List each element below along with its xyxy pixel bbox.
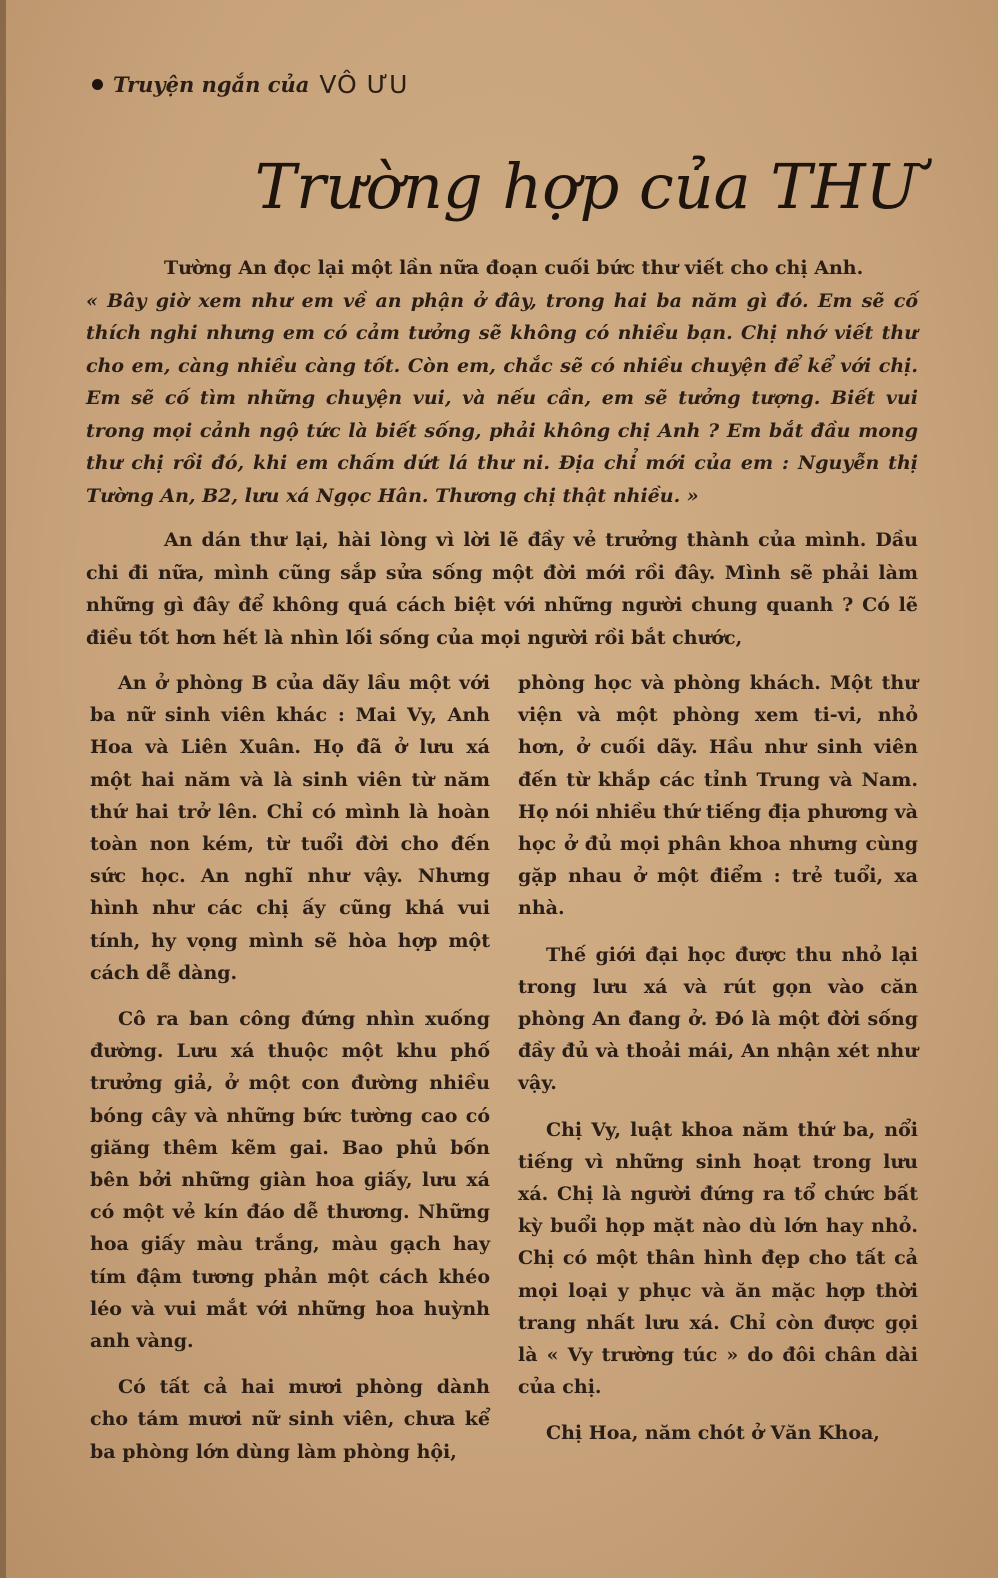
- intro-paragraph: An dán thư lại, hài lòng vì lời lẽ đầy vẻ trưởng thành của mình. Dầu chi đi nữa, mình cũng sắp sửa sống một đời mới rồi đây. Mình sẽ phải làm những gì đây để không quá cách biệt với những người chung quanh ? Có lẽ điều tốt hơn hết là nhìn lối sống của mọi người rồi bắt chước,: [86, 529, 918, 649]
- body-paragraph: Cô ra ban công đứng nhìn xuống đường. Lưu xá thuộc một khu phố trưởng giả, ở một con đường nhiều bóng cây và những bức tường cao có giăng thêm kẽm gai. Bao phủ bốn bên bởi những giàn hoa giấy, lưu xá có một vẻ kín đáo dễ thương. Những hoa giấy màu trắng, màu gạch hay tím đậm tương phản một cách khéo léo và vui mắt với những hoa huỳnh anh vàng.: [90, 1008, 490, 1353]
- letter-paragraph: « Bây giờ xem như em về an phận ở đây, trong hai ba năm gì đó. Em sẽ cố thích nghi nhưng em có cảm tưởng sẽ không có nhiều bạn. Chị nhớ viết thư cho em, càng nhiều càng tốt. Còn em, chắc sẽ có nhiều chuyện để kể với chị. Em sẽ cố tìm những chuyện vui, và nếu cần, em sẽ tưởng tượng. Biết vui trong mọi cảnh ngộ tức là biết sống, phải không chị Anh ? Em bắt đầu mong thư chị rồi đó, khi em chấm dứt lá thư ni. Địa chỉ mới của em : Nguyễn thị Tường An, B2, lưu xá Ngọc Hân. Thương chị thật nhiều. »: [86, 289, 918, 507]
- left-column: [90, 667, 490, 1482]
- body-paragraph: An ở phòng B của dãy lầu một với ba nữ sinh viên khác : Mai Vy, Anh Hoa và Liên Xuân. Họ đã ở lưu xá một hai năm và là sinh viên từ năm thứ hai trở lên. Chỉ có mình là hoàn toàn non kém, từ tuổi đời cho đến sức học. An nghĩ như vậy. Nhưng hình như các chị ấy cũng khá vui tính, hy vọng mình sẽ hòa hợp một cách dễ dàng.: [90, 672, 490, 984]
- author-name: VÔ ƯU: [319, 70, 409, 99]
- intro-section: [86, 252, 918, 654]
- body-paragraph: Thế giới đại học được thu nhỏ lại trong lưu xá và rút gọn vào căn phòng An đang ở. Đó là một đời sống đầy đủ và thoải mái, An nhận xét như vậy.: [518, 943, 918, 1095]
- intro-paragraph: Tường An đọc lại một lần nữa đoạn cuối bức thư viết cho chị Anh.: [164, 257, 864, 279]
- byline: [92, 70, 408, 99]
- body-paragraph: Chị Vy, luật khoa năm thứ ba, nổi tiếng vì những sinh hoạt trong lưu xá. Chị là người đứng ra tổ chức bất kỳ buổi họp mặt nào dù lớn hay nhỏ. Chị có một thân hình đẹp cho tất cả mọi loại y phục và ăn mặc hợp thời trang nhất lưu xá. Chỉ còn được gọi là « Vy trường túc » do đôi chân dài của chị.: [518, 1118, 918, 1399]
- story-title: Trường hợp của THƯ: [254, 150, 918, 223]
- body-paragraph: Có tất cả hai mươi phòng dành cho tám mươi nữ sinh viên, chưa kể ba phòng lớn dùng làm phòng hội,: [90, 1376, 490, 1463]
- bullet-icon: [92, 79, 103, 90]
- body-paragraph: Chị Hoa, năm chót ở Văn Khoa,: [546, 1422, 880, 1445]
- body-paragraph: phòng học và phòng khách. Một thư viện và một phòng xem ti-vi, nhỏ hơn, ở cuối dãy. Hầu như sinh viên đến từ khắp các tỉnh Trung và Nam. Họ nói nhiều thứ tiếng địa phương và học ở đủ mọi phân khoa nhưng cùng gặp nhau ở một điểm : trẻ tuổi, xa nhà.: [518, 672, 918, 920]
- right-column: [518, 667, 918, 1464]
- byline-prefix: Truyện ngắn của: [113, 72, 310, 97]
